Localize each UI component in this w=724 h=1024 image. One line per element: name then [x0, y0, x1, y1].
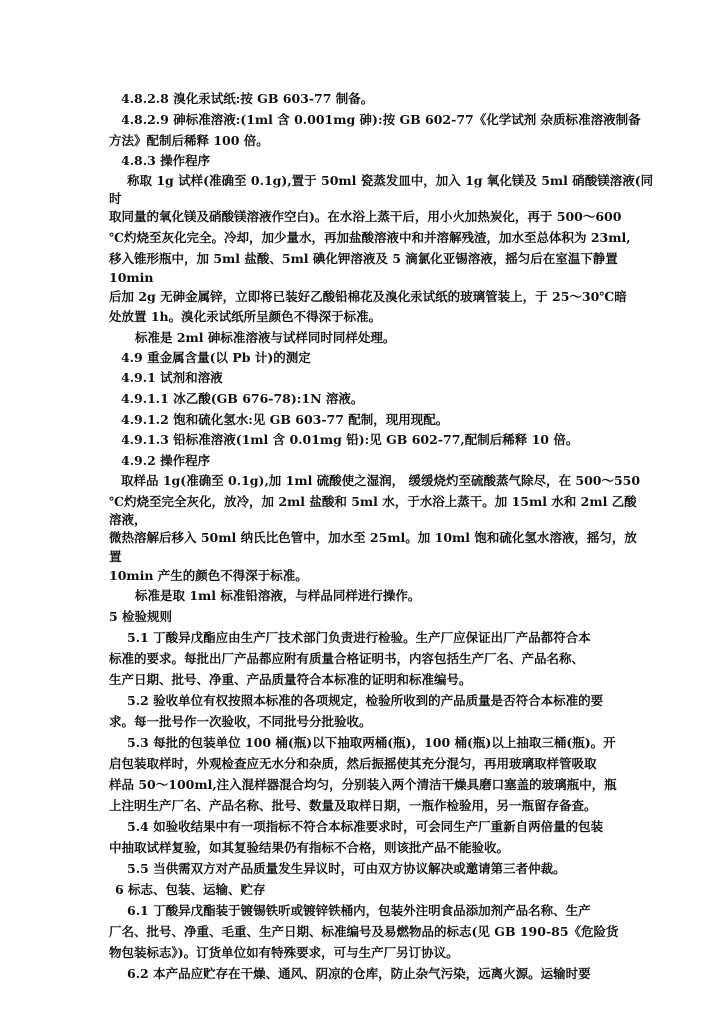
text-line: 启包装取样时，外观检查应无水分和杂质，然后振摇使其充分混匀，再用玻璃取样管吸取 [109, 756, 597, 771]
text-line: 物包装标志》)。订货单位如有特殊要求，可与生产厂另订协议。 [109, 945, 459, 960]
text-line: 10min [109, 270, 154, 285]
text-line: 取同量的氧化镁及硝酸镁溶液作空白)。在水浴上蒸干后，用小火加热炭化，再于 500～600 [109, 209, 622, 224]
text-line: 置 [109, 549, 122, 564]
text-line: 5 检验规则 [109, 609, 173, 624]
text-line: 6.1 丁酸异戊酯装于镀锡铁听或镀锌铁桶内，包装外注明食品添加剂产品名称、生产 [127, 903, 591, 918]
text-line: 5.5 当供需双方对产品质量发生异议时，可由双方协议解决或邀请第三者仲裁。 [127, 861, 566, 876]
text-line: ℃灼烧至灰化完全。冷却，加少量水，再加盐酸溶液中和并溶解残渣，加水至总体积为 23ml, [109, 230, 631, 245]
text-line: 5.3 每批的包装单位 100 桶(瓶)以下抽取两桶(瓶)，100 桶(瓶)以上抽取三桶(瓶)。开 [127, 735, 616, 750]
text-line: 生产日期、批号、净重、产品质量符合本标准的证明和标准编号。 [109, 672, 472, 687]
text-line: 5.2 验收单位有权按照本标准的各项规定，检验所收到的产品质量是否符合本标准的要 [127, 693, 604, 708]
text-line: 5.1 丁酸异戊酯应由生产厂技术部门负责进行检验。生产厂应保证出厂产品都符合本 [127, 630, 591, 645]
text-line: 标准是取 1ml 标准铅溶液，与样品同样进行操作。 [135, 588, 421, 603]
text-line: 处放置 1h。溴化汞试纸所呈颜色不得深于标准。 [109, 309, 382, 324]
text-line: 上注明生产厂名、产品名称、批号、数量及取样日期，一瓶作检验用，另一瓶留存备查。 [109, 798, 597, 813]
text-line: 4.8.2.8 溴化汞试纸:按 GB 603-77 制备。 [121, 91, 374, 106]
text-line: 标准是 2ml 砷标准溶液与试样同时同样处理。 [135, 330, 396, 345]
text-line: 4.9.1.2 饱和硫化氢水:见 GB 603-77 配制，现用现配。 [121, 412, 449, 427]
text-line: 取样品 1g(准确至 0.1g),加 1ml 硫酸使之湿润， 缓缓烧灼至硫酸蒸气除尽，在 500～550 [121, 473, 641, 488]
text-line: 溶液， [109, 512, 147, 527]
text-line: 4.9.1 试剂和溶液 [121, 370, 223, 385]
text-line: 中抽取试样复验，如其复验结果仍有指标不合格，则该批产品不能验收。 [109, 840, 510, 855]
text-line: 时 [109, 191, 122, 206]
text-line: 厂名、批号、净重、毛重、生产日期、标准编号及易燃物品的标志(见 GB 190-85《危险货 [109, 924, 619, 939]
text-line: 微热溶解后移入 50ml 纳氏比色管中，加水至 25ml。加 10ml 饱和硫化氢水溶液，摇匀，放 [109, 530, 637, 545]
text-line: 10min 产生的颜色不得深于标准。 [109, 568, 308, 583]
text-line: 4.8.2.9 砷标准溶液:(1ml 含 0.001mg 砷):按 GB 602-77《化学试剂 杂质标准溶液制备 [121, 112, 641, 127]
text-line: ℃灼烧至完全灰化，放冷，加 2ml 盐酸和 5ml 水，于水浴上蒸干。加 15ml 水和 2ml 乙酸 [109, 494, 637, 509]
text-line: 4.9.2 操作程序 [121, 453, 211, 468]
text-line: 样品 50～100ml,注入混样器混合均匀，分别装入两个清洁干燥具磨口塞盖的玻璃瓶中，瓶 [109, 777, 617, 792]
text-line: 后加 2g 无砷金属锌，立即将已装好乙酸铅棉花及溴化汞试纸的玻璃管装上，于 25～30℃暗 [109, 289, 627, 304]
text-line: 方法》配制后稀释 100 倍。 [109, 133, 269, 148]
text-line: 4.9.1.1 冰乙酸(GB 676-78):1N 溶液。 [121, 391, 364, 406]
text-line: 4.8.3 操作程序 [121, 153, 211, 168]
text-line: 求。每一批号作一次验收，不同批号分批验收。 [109, 714, 372, 729]
text-line: 移入锥形瓶中，加 5ml 盐酸、5ml 碘化钾溶液及 5 滴氯化亚锡溶液，摇匀后在室温下静置 [109, 251, 618, 266]
text-line: 4.9 重金属含量(以 Pb 计)的测定 [121, 350, 311, 365]
text-line: 称取 1g 试样(准确至 0.1g),置于 50ml 瓷蒸发皿中，加入 1g 氧化镁及 5ml 硝酸镁溶液(同 [127, 173, 654, 188]
text-line: 6 标志、包装、运输、贮存 [115, 882, 266, 897]
text-line: 5.4 如验收结果中有一项指标不符合本标准要求时，可会同生产厂重新自两倍量的包装 [127, 819, 604, 834]
text-line: 标准的要求。每批出厂产品都应附有质量合格证明书，内容包括生产厂名、产品名称、 [109, 651, 585, 666]
text-line: 4.9.1.3 铅标准溶液(1ml 含 0.01mg 铅):见 GB 602-77,配制后稀释 10 倍。 [121, 432, 579, 447]
text-line: 6.2 本产品应贮存在干燥、通风、阴凉的仓库，防止杂气污染，远离火源。运输时要 [127, 966, 591, 981]
